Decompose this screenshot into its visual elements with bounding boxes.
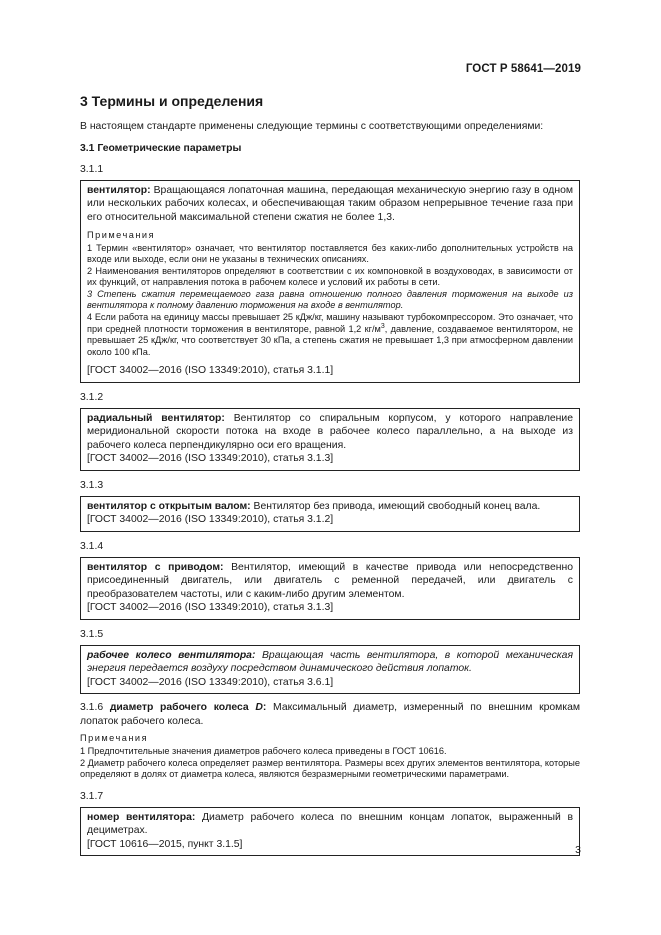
term-definition: [87, 561, 573, 602]
source-reference: [ГОСТ 10616—2015, пункт 3.1.5]: [87, 838, 243, 850]
clause-number: 3.1.7: [80, 790, 104, 802]
note-3: 3 Степень сжатия перемещаемого газа равна отношению полного давления торможения на выходе из вентилятора к полному давлению торможения на входе в вентилятор.: [87, 288, 573, 311]
term-label: вентилятор с открытым валом:: [87, 500, 251, 512]
term-box-3-1-4: [80, 557, 580, 620]
term-label: номер вентилятора:: [87, 811, 196, 823]
term-box-3-1-7: [80, 807, 580, 857]
term-variable: D: [255, 702, 263, 714]
term-label: диаметр рабочего колеса: [109, 702, 256, 714]
term-definition-text: Вентилятор со спиральным корпусом, у которого направление меридиональной скорости потока на входе в рабочее колесо параллельно, а на выходе из рабочего колеса перпендикулярно оси его вращения.: [87, 412, 573, 451]
term-box-3-1-5: [80, 645, 580, 695]
term-label: рабочее колесо вентилятора:: [87, 649, 256, 661]
clause-number: 3.1.5: [80, 628, 104, 640]
term-definition-text: Максимальный диаметр, измеренный по внешним кромкам лопаток рабочего колеса.: [80, 702, 581, 727]
section-intro: [80, 120, 580, 134]
notes-title: Примечания: [80, 733, 149, 744]
term-box-3-1-1: [80, 180, 580, 383]
note-1: 1 Предпочтительные значения диаметров рабочего колеса приведены в ГОСТ 10616.: [80, 745, 447, 756]
term-label: вентилятор с приводом:: [87, 561, 224, 573]
term-definition: [87, 811, 573, 838]
term-box-3-1-2: [80, 408, 580, 471]
note-4-superscript: 3: [380, 322, 385, 330]
term-definition-text: Диаметр рабочего колеса по внешним концам лопаток, выраженный в дециметрах.: [87, 811, 573, 837]
note-4: [87, 312, 573, 358]
clause-number: 3.1.2: [80, 391, 104, 403]
source-reference: [ГОСТ 34002—2016 (ISO 13349:2010), статья 3.1.3]: [87, 602, 334, 614]
source-reference: [ГОСТ 34002—2016 (ISO 13349:2010), статья 3.1.2]: [87, 514, 334, 526]
page-number: 3: [575, 844, 581, 856]
term-colon: :: [262, 702, 267, 714]
notes-title: Примечания: [87, 230, 156, 240]
note-2: 2 Наименования вентиляторов определяют в соответствии с их компоновкой в воздуховодах, в зависимости от их функций, от направления потока в рабочем колесе и условий их работы в сети.: [87, 265, 573, 288]
clause-number: 3.1.4: [80, 540, 104, 552]
note-4-part-a: 4 Если работа на единицу массы превышает 25 кДж/кг, машину называют турбокомпрессором. Это означает, что при средней плотности торможения в вентиляторе, равной 1,2 кг/м: [87, 312, 573, 334]
term-definition-text: Вентилятор без привода, имеющий свободный конец вала.: [250, 500, 541, 512]
note-1: 1 Термин «вентилятор» означает, что вентилятор поставляется без каких-либо дополнительных устройств на входе или выходе, если они не указаны в технических описаниях.: [87, 242, 573, 265]
term-box-3-1-3: [80, 496, 580, 532]
note-4-part-b: , давление, создаваемое вентилятором, не превышает 25 кДж/кг, что соответствует 30 кПа, а степень сжатия не превышает 1,3 при атмосферном давлении около 100 кПа.: [87, 323, 573, 357]
note-2: 2 Диаметр рабочего колеса определяет размер вентилятора. Размеры всех других элементов вентилятора, которые определяют в долях от диаметра колеса, являются безразмерными геометрическими параметрами.: [80, 757, 580, 780]
section-title: 3 Термины и определения: [80, 93, 264, 109]
term-definition-text: Вращающая часть вентилятора, в которой механическая энергия передается воздуху посредством динамического действия лопаток.: [87, 649, 573, 675]
term-definition: [87, 649, 573, 676]
section-intro-text: В настоящем стандарте применены следующие термины с соответствующими определениями:: [80, 121, 544, 132]
term-definition-text: Вращающаяся лопаточная машина, передающая механическую энергию газу в одном или нескольких рабочих колесах, и обеспечивающая таким образом непрерывное течение газа при его относительной максимальной степени сжатия не более 1,3.: [87, 184, 573, 223]
source-reference: [ГОСТ 34002—2016 (ISO 13349:2010), статья 3.1.3]: [87, 453, 334, 465]
term-label: вентилятор:: [87, 184, 151, 196]
term-definition: [87, 500, 573, 514]
page-content: [80, 92, 580, 856]
subsection-title: 3.1 Геометрические параметры: [80, 142, 242, 154]
term-definition-text: Вентилятор, имеющий в качестве привода или непосредственно присоединенный двигатель, или двигатель с ременной передачей, или двигатель с преобразователем частоты, или с каким-либо другим элементом.: [87, 561, 573, 600]
source-reference: [ГОСТ 34002—2016 (ISO 13349:2010), статья 3.1.1]: [87, 365, 334, 377]
document-header: ГОСТ Р 58641—2019: [465, 63, 581, 75]
term-definition: [87, 412, 573, 453]
term-definition: [87, 184, 573, 225]
clause-number: 3.1.1: [80, 163, 104, 175]
term-label: радиальный вентилятор:: [87, 412, 225, 424]
clause-number: 3.1.3: [80, 479, 104, 491]
term-definition-3-1-6: [80, 701, 580, 728]
clause-number: 3.1.6: [80, 702, 104, 714]
source-reference: [ГОСТ 34002—2016 (ISO 13349:2010), статья 3.6.1]: [87, 676, 334, 688]
